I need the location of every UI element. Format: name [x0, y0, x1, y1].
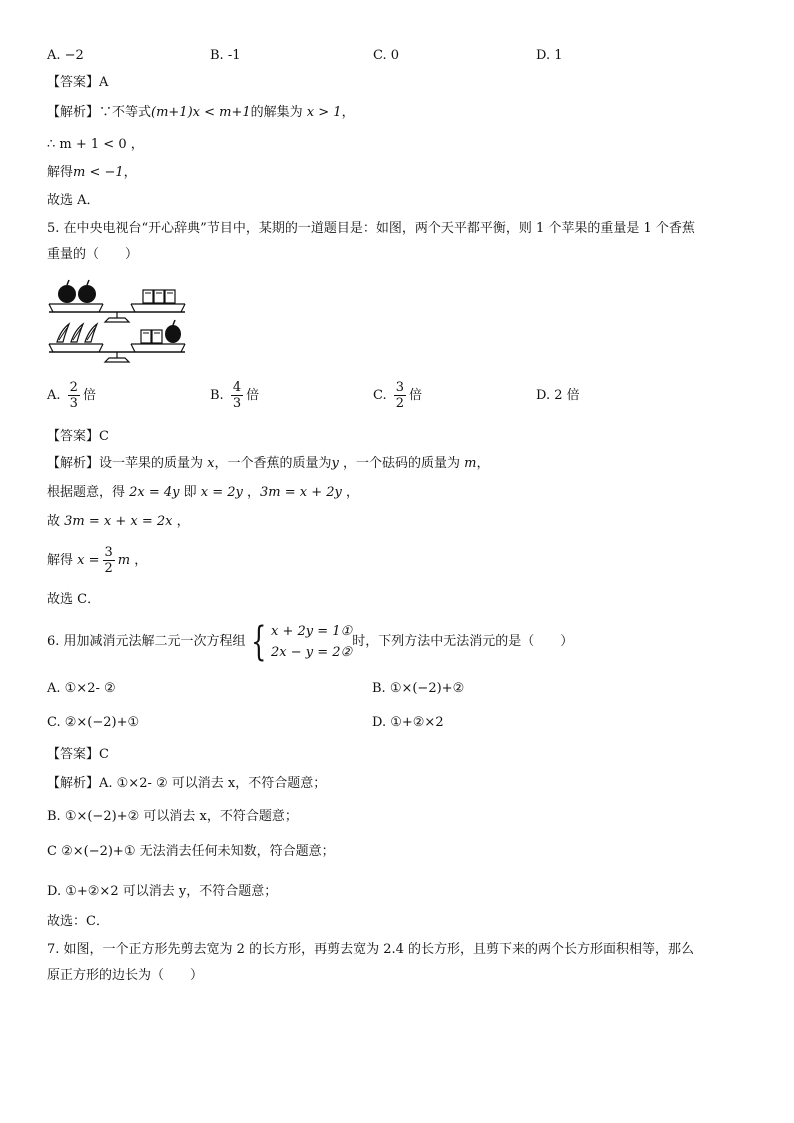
- q6-analysis-a: 【解析】A. ①×2- ② 可以消去 x，不符合题意；: [47, 776, 327, 791]
- q5-analysis-2: [47, 484, 359, 502]
- q4-analysis-suffix: ，: [341, 105, 355, 120]
- q6-analysis-d: D. ①+②×2 可以消去 y，不符合题意；: [47, 884, 278, 899]
- q5-analysis-1-y: y: [331, 456, 339, 471]
- q6-equation-2: 2x − y = 2②: [271, 644, 353, 660]
- q6-analysis-c: C ②×(−2)+① 无法消去任何未知数，符合题意；: [47, 844, 335, 859]
- q5-option-b-unit: 倍: [246, 388, 260, 403]
- q4-analysis-mid: 的解集为: [250, 105, 303, 120]
- banana-icon: [57, 324, 69, 342]
- q5-analysis-1-m: m: [464, 456, 477, 471]
- q4-analysis: [47, 104, 355, 122]
- q5-option-a-fraction: [68, 380, 80, 411]
- q5-analysis-2-sep: ，: [242, 485, 261, 500]
- q5-analysis-4-denominator: 2: [104, 561, 113, 576]
- q5-option-c-denominator: 2: [395, 396, 405, 411]
- q5-analysis-2-eq2: x = 2y: [200, 485, 243, 500]
- apple-icon: [78, 280, 96, 303]
- q5-option-a-numerator: 2: [69, 380, 78, 395]
- q5-option-b-fraction: [231, 380, 243, 411]
- q5-conclusion: 故选 C．: [47, 592, 101, 607]
- q5-analysis-3-end: ，: [172, 514, 190, 529]
- q5-analysis-2-eq1: 2x = 4y: [129, 485, 180, 500]
- q4-analysis-expr2: x > 1: [306, 105, 342, 120]
- q4-conclusion: 故选 A．: [47, 193, 100, 208]
- q6-option-c: C. ②×(−2)+①: [47, 715, 140, 730]
- q5-option-b-label: B.: [210, 388, 224, 403]
- q5-option-c-fraction: [394, 380, 406, 411]
- q5-option-d: D. 2 倍: [536, 388, 580, 403]
- q5-analysis-4-numerator: 3: [104, 545, 113, 560]
- q4-analysis-prefix: 【解析】∵不等式: [47, 105, 152, 120]
- q5-option-a-denominator: 3: [69, 396, 78, 411]
- q5-analysis-4-fraction: [103, 545, 115, 576]
- q4-step2-expr: m < −1: [73, 165, 124, 180]
- q5-option-a: [47, 378, 96, 414]
- balance-scales-figure: [47, 274, 187, 364]
- q5-analysis-4: [47, 543, 147, 579]
- q5-option-b: [210, 378, 259, 414]
- equation-system: [246, 618, 353, 665]
- q4-step2: [47, 164, 137, 182]
- q5-stem-line2: 重量的（ ）: [47, 247, 139, 262]
- q5-analysis-1-x: x: [207, 456, 215, 471]
- apple-icon: [58, 280, 76, 303]
- q5-analysis-2-mid: 即: [179, 485, 201, 500]
- q6-stem: [47, 620, 573, 664]
- q6-analysis-b: B. ①×(−2)+② 可以消去 x，不符合题意；: [47, 809, 298, 824]
- balance-scale-icon: [49, 344, 185, 362]
- q4-step2-prefix: 解得: [47, 165, 74, 180]
- q5-analysis-1-end: ，: [476, 456, 490, 471]
- q5-option-c-unit: 倍: [409, 388, 423, 403]
- q5-option-a-label: A.: [47, 388, 61, 403]
- q5-analysis-1-prefix: 【解析】设一苹果的质量为: [47, 456, 208, 471]
- q6-stem-suffix: 时，下列方法中无法消元的是（ ）: [352, 634, 574, 649]
- q7-stem-line1: 7. 如图，一个正方形先剪去宽为 2 的长方形，再剪去宽为 2.4 的长方形，且剪下来的两个长方形面积相等，那么: [47, 942, 695, 957]
- q4-option-d: D. 1: [536, 48, 563, 63]
- q6-stem-prefix: 6. 用加减消元法解二元一次方程组: [47, 634, 246, 649]
- q5-analysis-2-prefix: 根据题意，得: [47, 485, 130, 500]
- q4-answer: 【答案】A: [47, 75, 109, 90]
- q6-option-b: B. ①×(−2)+②: [372, 681, 465, 696]
- q6-equation-1: x + 2y = 1①: [271, 623, 353, 639]
- q5-analysis-3-eq: 3m = x + x = 2x: [64, 514, 173, 529]
- banana-icon: [85, 324, 97, 342]
- q5-analysis-4-prefix: 解得: [47, 553, 78, 568]
- q5-analysis-3: [47, 513, 190, 531]
- q7-stem-line2: 原正方形的边长为（ ）: [47, 968, 204, 983]
- banana-icon: [71, 324, 83, 342]
- q5-option-c-label: C.: [373, 388, 387, 403]
- q5-option-b-denominator: 3: [232, 396, 242, 411]
- q4-option-c: C. 0: [373, 48, 400, 63]
- q5-option-c-numerator: 3: [395, 380, 405, 395]
- q5-analysis-4-end: ，: [130, 553, 148, 568]
- q5-option-c: [373, 378, 422, 414]
- left-brace-icon: {: [250, 618, 266, 665]
- q5-option-b-numerator: 4: [232, 380, 242, 395]
- q5-analysis-4-m: m: [117, 553, 131, 568]
- q4-option-b: B. -1: [210, 48, 241, 63]
- q6-answer: 【答案】C: [47, 747, 109, 762]
- q5-analysis-4-x: x =: [77, 553, 100, 568]
- q5-analysis-2-eq3: 3m = x + 2y: [260, 485, 342, 500]
- weight-icon: [143, 290, 175, 303]
- weight-icon: [141, 330, 162, 343]
- q5-stem-line1: 5. 在中央电视台“开心辞典”节目中，某期的一道题目是：如图，两个天平都平衡，则 1 个苹果的重量是 1 个香蕉: [47, 221, 695, 236]
- q4-step2-suffix: ，: [123, 165, 137, 180]
- q5-option-a-unit: 倍: [82, 388, 96, 403]
- q4-analysis-expr1: (m+1)x < m+1: [151, 105, 251, 120]
- q5-analysis-1: [47, 455, 489, 473]
- q5-analysis-3-prefix: 故: [47, 514, 65, 529]
- q5-analysis-2-end: ，: [341, 485, 360, 500]
- q6-conclusion: 故选：C．: [47, 914, 109, 929]
- q6-option-a: A. ①×2- ②: [47, 681, 116, 696]
- q4-step1: ∴ m + 1 < 0 ，: [47, 137, 144, 152]
- q5-answer: 【答案】C: [47, 429, 109, 444]
- q5-analysis-1-mid2: ，一个砝码的质量为: [338, 456, 465, 471]
- apple-icon: [165, 320, 181, 343]
- q4-option-a: A. −2: [47, 48, 84, 63]
- q6-option-d: D. ①+②×2: [372, 715, 444, 730]
- balance-scale-icon: [49, 304, 185, 322]
- q5-analysis-1-mid1: ，一个香蕉的质量为: [214, 456, 332, 471]
